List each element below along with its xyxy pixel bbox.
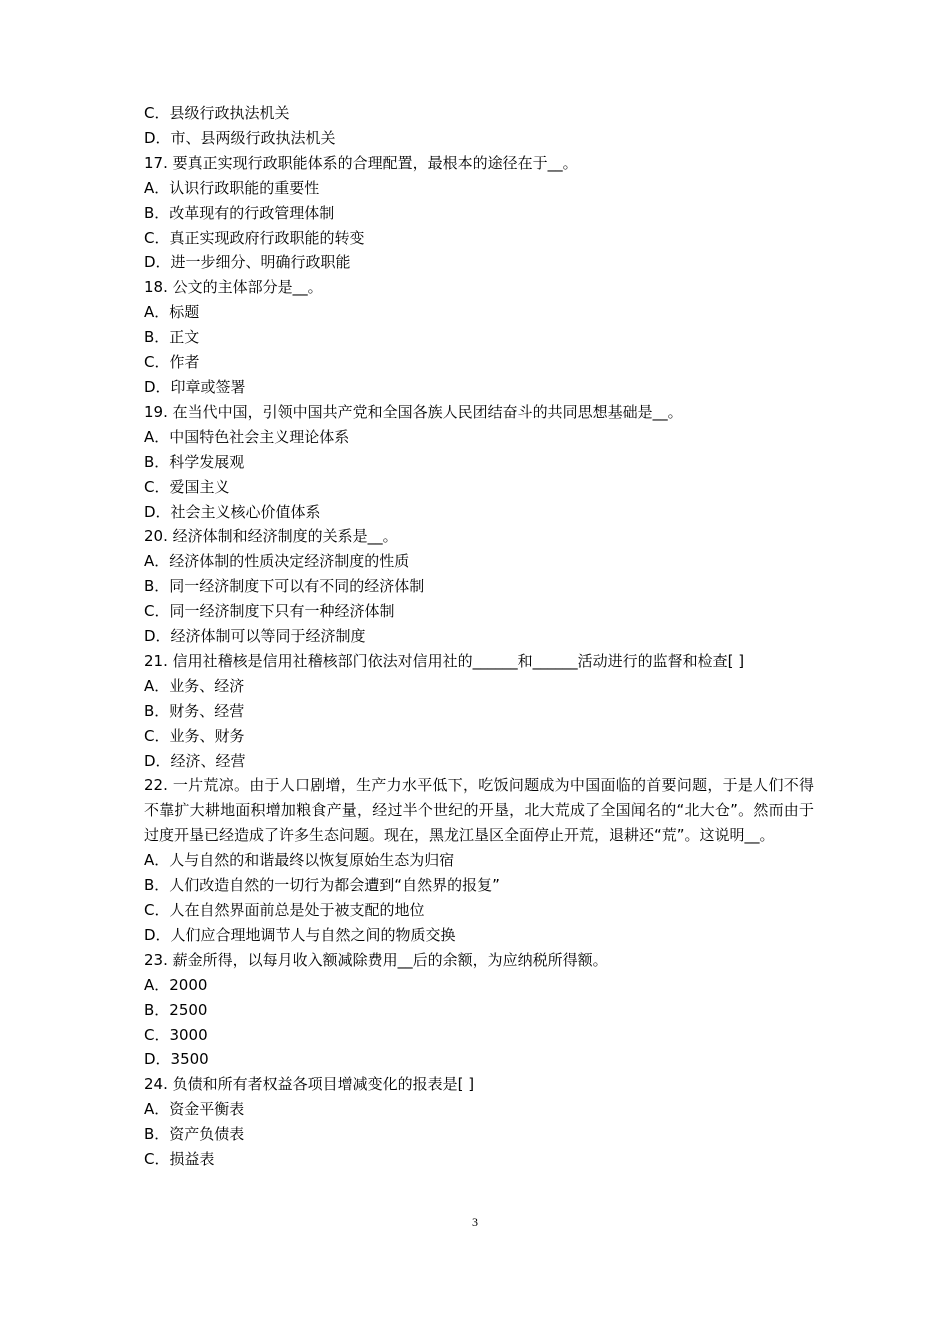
option-line: D．3500 xyxy=(144,1050,209,1069)
option-line: A．2000 xyxy=(144,975,208,994)
question-line: 21. 信用社稽核是信用社稽核部门依法对信用社的______和______活动进行的监督和检查[ ] xyxy=(144,651,745,670)
option-line: A．资金平衡表 xyxy=(144,1100,245,1119)
question-line: 18. 公文的主体部分是__。 xyxy=(144,278,323,297)
option-line: D．社会主义核心价值体系 xyxy=(144,502,321,521)
page-number: 3 xyxy=(472,1215,478,1229)
question-line: 24. 负债和所有者权益各项目增减变化的报表是[ ] xyxy=(144,1075,475,1094)
option-line: D．经济、经营 xyxy=(144,751,246,770)
option-line: C．县级行政执法机关 xyxy=(144,104,290,122)
question-line: 20. 经济体制和经济制度的关系是__。 xyxy=(144,527,398,546)
option-line: D．人们应合理地调节人与自然之间的物质交换 xyxy=(144,925,456,944)
option-line: A．经济体制的性质决定经济制度的性质 xyxy=(144,552,410,571)
option-line: B．正文 xyxy=(144,328,200,347)
option-line: C．3000 xyxy=(144,1025,208,1044)
page-content xyxy=(144,101,814,1172)
option-line: B．同一经济制度下可以有不同的经济体制 xyxy=(144,577,425,596)
option-line: B．资产负债表 xyxy=(144,1125,245,1144)
option-line: D．进一步细分、明确行政职能 xyxy=(144,253,351,272)
option-line: B．改革现有的行政管理体制 xyxy=(144,203,335,222)
option-line: A．标题 xyxy=(144,303,200,322)
option-line: A．业务、经济 xyxy=(144,676,245,695)
question-paragraph: 22. 一片荒凉。由于人口剧增，生产力水平低下，吃饭问题成为中国面临的首要问题，于是人们不得不靠扩大耕地面积增加粮食产量，经过半个世纪的开垦，北大荒成了全国闻名的“北大仓”。然而由于过度开垦已经造成了许多生态问题。现在，黑龙江垦区全面停止开荒，退耕还“荒”。这说明__。 xyxy=(144,776,814,845)
option-line: A．认识行政职能的重要性 xyxy=(144,178,320,197)
question-line: 23. 薪金所得，以每月收入额减除费用__后的余额，为应纳税所得额。 xyxy=(144,950,608,969)
option-line: C．同一经济制度下只有一种经济体制 xyxy=(144,602,395,621)
option-line: C．人在自然界面前总是处于被支配的地位 xyxy=(144,901,425,919)
option-line: C．损益表 xyxy=(144,1150,215,1169)
option-line: D．经济体制可以等同于经济制度 xyxy=(144,627,366,646)
option-line: C．业务、财务 xyxy=(144,726,245,745)
option-line: C．爱国主义 xyxy=(144,477,230,496)
question-line: 19. 在当代中国，引领中国共产党和全国各族人民团结奋斗的共同思想基础是__。 xyxy=(144,402,683,421)
option-line: B．人们改造自然的一切行为都会遭到“自然界的报复” xyxy=(144,876,500,895)
option-line: C．真正实现政府行政职能的转变 xyxy=(144,228,365,247)
option-line: B．科学发展观 xyxy=(144,452,245,471)
option-line: A．人与自然的和谐最终以恢复原始生态为归宿 xyxy=(144,851,455,870)
option-line: B．财务、经营 xyxy=(144,701,245,720)
option-line: D．市、县两级行政执法机关 xyxy=(144,128,336,147)
option-line: A．中国特色社会主义理论体系 xyxy=(144,427,350,446)
option-line: C．作者 xyxy=(144,353,200,372)
option-line: B．2500 xyxy=(144,1000,208,1019)
question-line: 17. 要真正实现行政职能体系的合理配置，最根本的途径在于__。 xyxy=(144,153,578,172)
option-line: D．印章或签署 xyxy=(144,377,246,396)
